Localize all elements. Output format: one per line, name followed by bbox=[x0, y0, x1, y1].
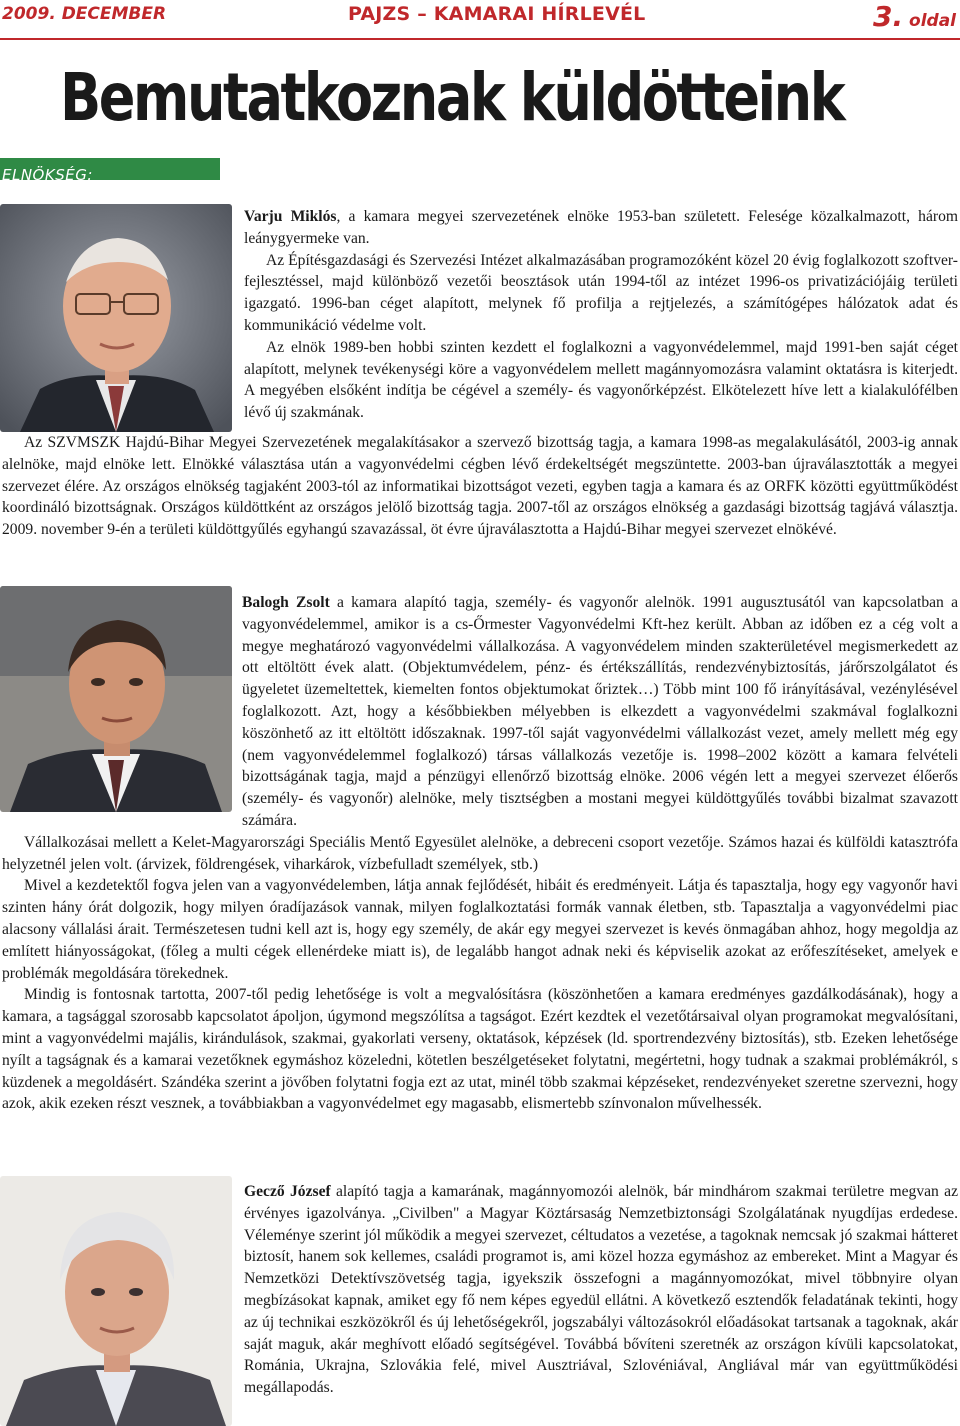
section-label: ELNÖKSÉG: bbox=[2, 166, 93, 184]
publication-title: PAJZS – KAMARAI HÍRLEVÉL bbox=[348, 3, 646, 25]
bio-paragraph: Mindig is fontosnak tartotta, 2007-től pedig lehetősége is volt a megvalósításra (köszönhetően a kamara eredményes gazdálkodásának), hogy a kamara, a tagsággal szorosabb kapcsolatot ápoljon, úgymond megszólítsa a tagságot. Ezért kezdtek el vezetőtársaival olyan programokat megvalósítani, mint a vagyonvédelmi majális, kirándulások, szakmai, gyakorlati verseny, oktatások, képzések (ld. sportrendezvény biztosítás), stb. Ezeken lehetősége nyílt a tagságnak és a kamarai vezetőknek egymáshoz közeledni, kötetlen beszélgetéseket folytatni, megértetni, hogy tudnak a szakmai problémákról, s küzdenek a megoldásért. Szándéka szerint a jövőben folytatni fogja ezt az utat, minél több szakmai képzéseket, rendezvényeket szeretne szervezni, hogy azok, akik ezeken részt vesznek, a továbbiakban a vagyonvédelmet egy magasabb, elismertebb színvonalon művelhessék. bbox=[2, 986, 958, 1113]
person-name: Varju Miklós bbox=[244, 208, 337, 225]
page-header bbox=[0, 0, 960, 36]
header-rule bbox=[0, 38, 960, 40]
bio-paragraph: Az Építésgazdasági és Szervezési Intézet alkalmazásában programozóként közel 20 évig foglalkozott szoftver-fejlesztéssel, majd különböző vezetői beosztások után 1994-től az intézet 1996-os privatizációjáig területi igazgató. 1996-ban céget alapított, melynek fő profilja a rejtjelezés, a számítógépes hálózatok adat és kommunikáció védelme volt. bbox=[244, 251, 958, 334]
bio-paragraph: Mivel a kezdetektől fogva jelen van a vagyonvédelemben, látja annak fejlődését, hibáit és eredményeit. Látja és tapasztalja, hogy egy vagyonőr havi szinten hány órát dolgozik, hogy milyen óradíjazások vannak, milyen foglalkoztatási formák vannak életben, stb. Tapasztalja a vagyonvédelmi piac alacsony vállalási árait. Természetesen tudni kell azt is, hogy egy személy, de akár egy megyei szervezet is kevés önmagában ahhoz, hogy megoldja az említett hiányosságokat, (főleg a multi cégek ellenérdeke miatt is), de legalább hangot adnak neki és képviselik azokat az erőfeszítéseket, amelyek e problémák megoldására törekednek. bbox=[2, 877, 958, 982]
person-name: Gecző József bbox=[244, 1183, 331, 1200]
bio-gecz-jozsef bbox=[244, 1181, 958, 1399]
bio-paragraph: Az elnök 1989-ben hobbi szinten kezdett el foglalkozni a vagyonvédelemmel, majd 1991-ben saját céget alapított, melynek tevékenységi köre a vagyonvédelem mellett magánnyomozásra valamint oktatásra is kiterjedt. A megyében elsőként indítja be cégével a személy- és vagyonőrképzést. Elkötelezett híve lett a kialakulófélben lévő új szakmának. bbox=[244, 338, 958, 422]
bio-intro: , a kamara megyei szervezetének elnöke 1953-ban született. Felesége közalkalmazott, három leánygyermeke van. bbox=[244, 208, 958, 247]
bio-varju-miklos bbox=[244, 206, 958, 424]
bio-paragraph: Az SZVMSZK Hajdú-Bihar Megyei Szervezetének megalakításakor a szervező bizottság tagja, a kamara 1998-as megalakulásától, 2003-ig annak alelnöke, majd elnöke lett. Elnökké választása után a vagyonvédelmi cégben lévő érdekeltségét megszüntette. 2003-ban újraválasztották a megyei szervezet élére. Az országos elnökség tagjaként 2003-tól az informatikai bizottságot vezeti, egyben tagja a kamara és az ORFK közötti együttműködést koordináló bizottságnak. Országos küldöttként az országos jelölő bizottság tagja. 2007-től az országos elnökség a gazdasági bizottság tagjává választja. 2009. november 9-én a területi küldöttgyűlés egyhangú szavazással, öt évre újraválasztotta a Hajdú-Bihar megyei szervezet elnökévé. bbox=[2, 434, 958, 539]
portrait-gecz-jozsef bbox=[0, 1176, 232, 1426]
portrait-varju-miklos bbox=[0, 204, 232, 432]
issue-date: 2009. DECEMBER bbox=[2, 4, 167, 24]
bio-balogh-zsolt bbox=[2, 592, 958, 1115]
bio-paragraph: Vállalkozásai mellett a Kelet-Magyarországi Speciális Mentő Egyesület alelnöke, a debreceni csoport vezetője. Számos hazai és külföldi katasztrófa helyzetnél jelen volt. (árvizek, földrengések, viharkárok, vízbefulladt személyek, stb.) bbox=[2, 833, 958, 873]
page-number bbox=[873, 0, 956, 33]
person-name: Balogh Zsolt bbox=[242, 594, 330, 611]
bio-varju-miklos-cont bbox=[2, 432, 958, 541]
photo-spacer bbox=[2, 592, 242, 810]
page-number-word: oldal bbox=[909, 11, 956, 31]
bio-intro: a kamara alapító tagja, személy- és vagyonőr alelnök. 1991 augusztusától van kapcsolatban a vagyonvédelemmel, amikor is a cs-Őrmester Vagyonvédelmi Kft-hez került. Abban az időben ez a cég volt a megye meghatározó vagyonvédelmi vállalkozása. A vagyonvédelem minden szakterületével megismerkedett az ott eltöltött évek alatt. (Objektumvédelem, pénz- és értékszállítás, rendezvénybiztosítás, járőrszolgálatot és ügyeletet üzemeltettek, kiemelten fontos objektumokat őriztek…) Több mint 100 fő irányításával, vezénylésével foglalkozott. Azt, hogy a későbbiekben mélyebben is elkezdett a vagyonvédelmi szakmával foglalkozni köszönhető az itt eltöltött időszaknak. 1997-től saját vagyonvédelmi vállalkozást vezet, amely mellett még egy (nem vagyonvédelemmel foglalkozó) társas vállalkozás vezetője is. 1998–2002 között a kamara felvételi bizottságának tagja, majd a pénzügyi ellenőrző bizottság elnöke. 2006 végén lett a megyei szervezet élőerős (személy- és vagyonőr) alelnöke, mely tisztségben a mostani megyei küldöttgyűlés további bizalmat szavazott számára. bbox=[242, 594, 958, 829]
bio-intro: alapító tagja a kamarának, magánnyomozói alelnök, bár mindhárom szakmai területre megvan az érvényes igazolványa. „Civilben" a Magyar Köztársaság Nemzetbiztonsági Szolgálatának nyugdíjas erdedese. Véleménye szerint jól működik a megyei szervezet, céltudatos a vezetése, a tagoknak nemcsak jó szakmai hátteret biztosít, hanem sok kellemes, családi programot is, ami közel hozza egymáshoz az embereket. Mint a Magyar és Nemzetközi Detektívszövetség tagja, igyekszik összefogni a magánnyomozókat, mivel többnyire olyan megbízásokat kapnak, amiket egy fő nem képes egyedül ellátni. A következő esztendők feladatának tekinti, hogy az új technikai eszközökről és új lehetőségekről, jogszabályi változásokról előadásokat tartsanak a tagoknak, akár saját maguk, akár meghívott előadó segítségével. Továbbá bővíteni szeretnék az országon kívüli kapcsolatokat, Románia, Ukrajna, Szlovákia felé, mivel Ausztriával, Szlovéniával, Angliával már van együttműködési megállapodás. bbox=[244, 1183, 958, 1397]
page-title: Bemutatkoznak küldötteink bbox=[60, 59, 844, 136]
page-number-value: 3. bbox=[872, 0, 904, 33]
